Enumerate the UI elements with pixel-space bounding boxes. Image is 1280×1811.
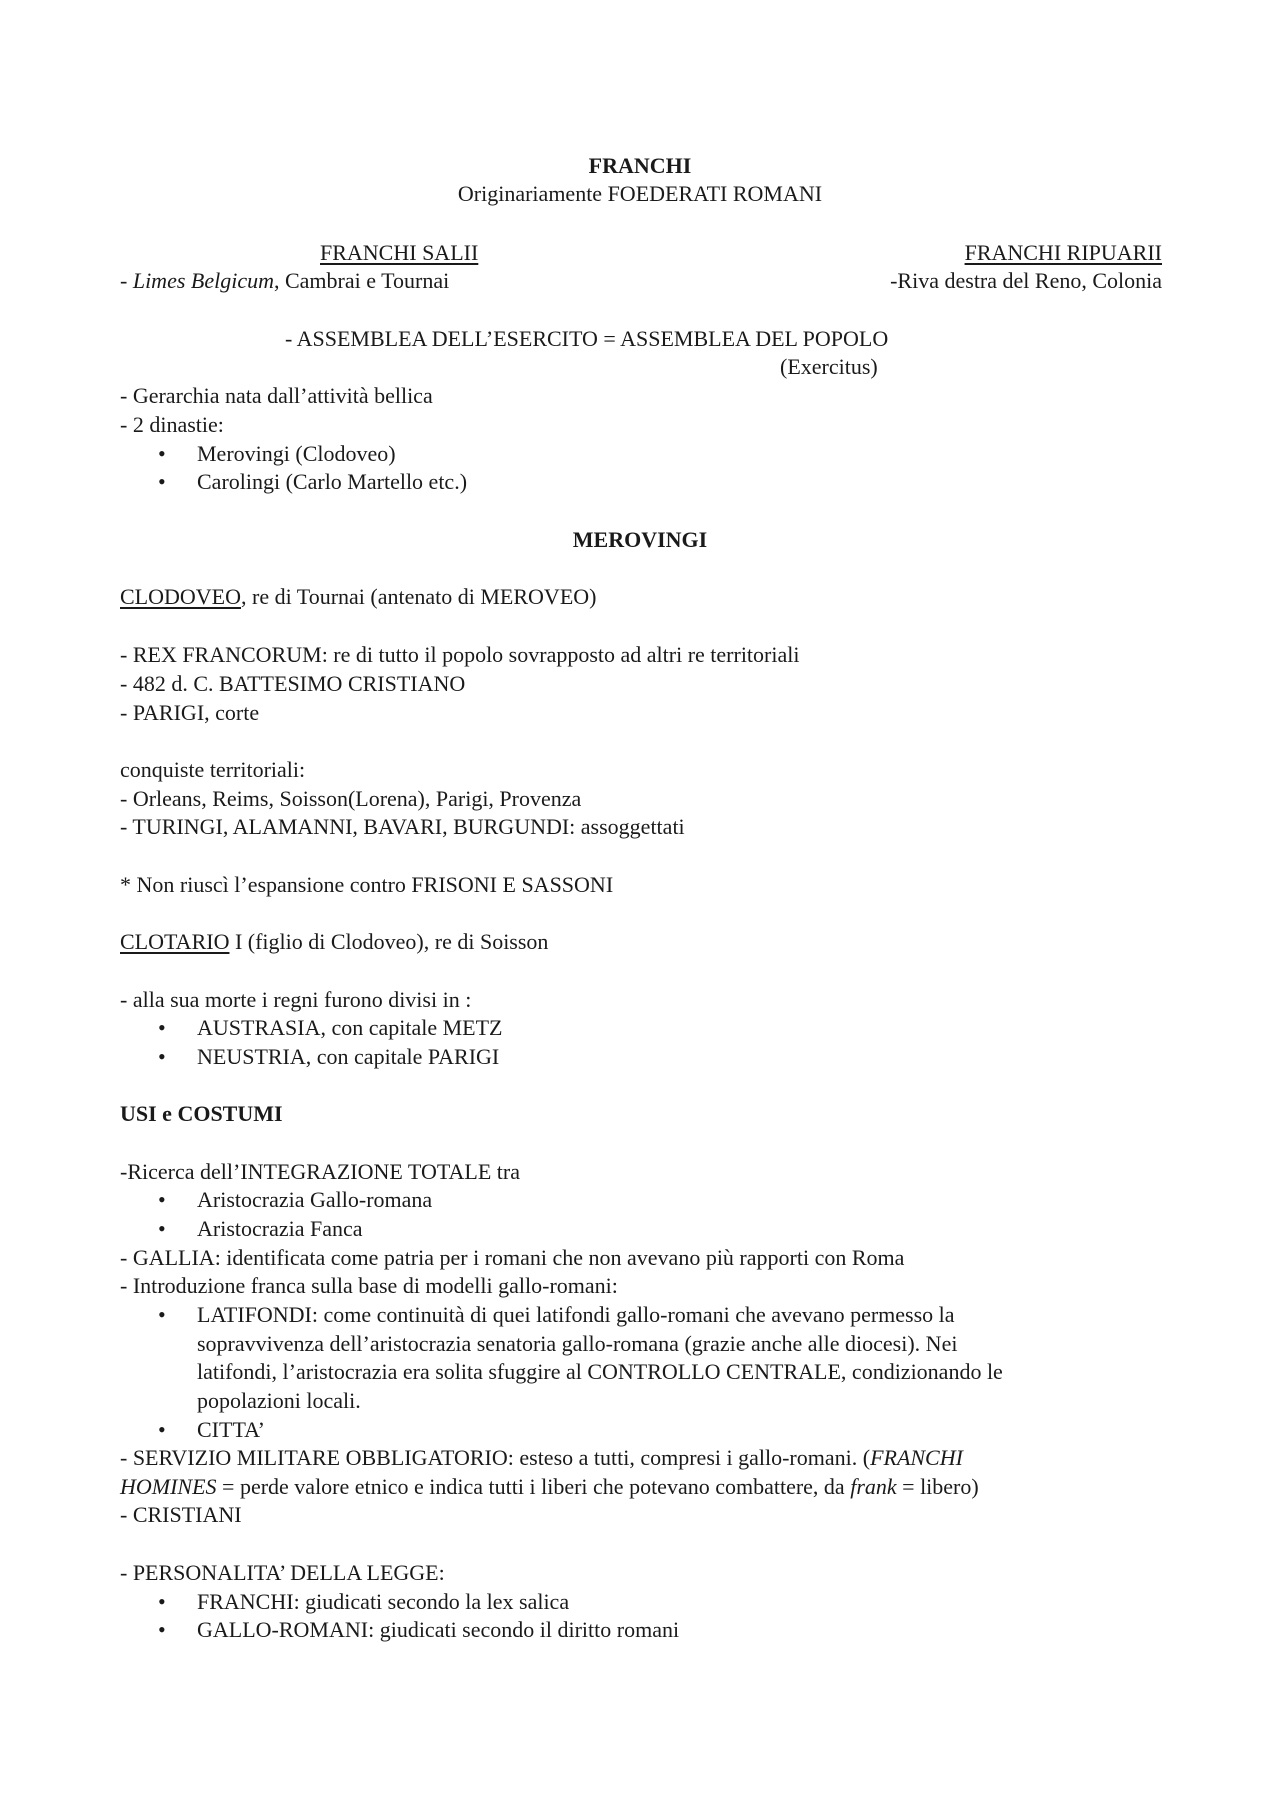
- latifondi-line: popolazioni locali.: [197, 1388, 361, 1413]
- merovingi-heading: MEROVINGI: [572, 527, 708, 552]
- servizio-text: = perde valore etnico e indica tutti i liberi che potevano combattere, da: [216, 1474, 851, 1499]
- list-item: AUSTRASIA, con capitale METZ: [197, 1015, 503, 1040]
- bullet: •: [158, 1302, 166, 1327]
- division-line: - alla sua morte i regni furono divisi in :: [120, 987, 472, 1012]
- assembly-line: - ASSEMBLEA DELL’ESERCITO = ASSEMBLEA DEL POPOLO: [285, 326, 889, 351]
- conquest-line: - TURINGI, ALAMANNI, BAVARI, BURGUNDI: assoggettati: [120, 814, 685, 839]
- introduzione-line: - Introduzione franca sulla base di modelli gallo-romani:: [120, 1273, 618, 1298]
- bullet: •: [158, 1044, 166, 1069]
- location-rest: , Cambrai e Tournai: [273, 268, 450, 293]
- dash: -: [120, 268, 133, 293]
- latifondi-line: latifondi, l’aristocrazia era solita sfuggire al CONTROLLO CENTRALE, condizionando le: [197, 1359, 1003, 1384]
- clodoveo-desc: , re di Tournai (antenato di MEROVEO): [241, 584, 597, 609]
- clotario-desc: I (figlio di Clodoveo), re di Soisson: [229, 929, 549, 954]
- list-item: Merovingi (Clodoveo): [197, 441, 396, 466]
- clotario-line: [120, 929, 548, 955]
- assembly-note: (Exercitus): [780, 354, 878, 379]
- bullet: •: [158, 1187, 166, 1212]
- limes-belgicum: Limes Belgicum: [132, 268, 274, 293]
- list-item: Carolingi (Carlo Martello etc.): [197, 469, 468, 494]
- usi-heading: USI e COSTUMI: [120, 1101, 283, 1126]
- servizio-text: = libero): [896, 1474, 979, 1499]
- document-title: FRANCHI: [588, 153, 692, 178]
- list-item: Aristocrazia Gallo-romana: [197, 1187, 433, 1212]
- list-item: FRANCHI: giudicati secondo la lex salica: [197, 1589, 570, 1614]
- clotario-name: CLOTARIO: [120, 929, 230, 954]
- list-item: NEUSTRIA, con capitale PARIGI: [197, 1044, 500, 1069]
- clodoveo-line: [120, 584, 596, 610]
- dynasties-line: - 2 dinastie:: [120, 412, 224, 437]
- list-item: GALLO-ROMANI: giudicati secondo il diritto romani: [197, 1617, 680, 1642]
- conquest-line: - Orleans, Reims, Soisson(Lorena), Parigi, Provenza: [120, 786, 582, 811]
- clodoveo-name: CLODOVEO: [120, 584, 241, 609]
- list-item: CITTA’: [197, 1417, 265, 1442]
- hierarchy-line: - Gerarchia nata dall’attività bellica: [120, 383, 433, 408]
- bullet: •: [158, 1015, 166, 1040]
- servizio-line-2: [120, 1474, 979, 1500]
- bullet: •: [158, 1216, 166, 1241]
- franchi-italic: FRANCHI: [870, 1445, 963, 1470]
- bullet: •: [158, 441, 166, 466]
- bullet: •: [158, 1417, 166, 1442]
- bullet: •: [158, 469, 166, 494]
- fact-line: - PARIGI, corte: [120, 700, 260, 725]
- cristiani-line: - CRISTIANI: [120, 1502, 242, 1527]
- expansion-note: * Non riuscì l’espansione contro FRISONI E SASSONI: [120, 872, 614, 897]
- fact-line: - REX FRANCORUM: re di tutto il popolo sovrapposto ad altri re territoriali: [120, 642, 800, 667]
- integration-line: -Ricerca dell’INTEGRAZIONE TOTALE tra: [120, 1159, 521, 1184]
- franchi-salii-heading: FRANCHI SALII: [320, 240, 479, 265]
- franchi-ripuarii-heading: FRANCHI RIPUARII: [964, 240, 1162, 265]
- bullet: •: [158, 1617, 166, 1642]
- document-subtitle: Originariamente FOEDERATI ROMANI: [457, 181, 823, 206]
- franchi-salii-location: [120, 268, 449, 294]
- latifondi-line: LATIFONDI: come continuità di quei latifondi gallo-romani che avevano permesso la: [197, 1302, 955, 1327]
- servizio-line: [120, 1445, 963, 1471]
- franchi-ripuarii-location: -Riva destra del Reno, Colonia: [890, 268, 1162, 293]
- homines-italic: HOMINES: [120, 1474, 217, 1499]
- bullet: •: [158, 1589, 166, 1614]
- conquests-label: conquiste territoriali:: [120, 757, 306, 782]
- list-item: Aristocrazia Fanca: [197, 1216, 363, 1241]
- gallia-line: - GALLIA: identificata come patria per i romani che non avevano più rapporti con Roma: [120, 1245, 905, 1270]
- personalita-line: - PERSONALITA’ DELLA LEGGE:: [120, 1560, 445, 1585]
- servizio-text: - SERVIZIO MILITARE OBBLIGATORIO: esteso a tutti, compresi i gallo-romani. (: [120, 1445, 871, 1470]
- frank-italic: frank: [850, 1474, 897, 1499]
- fact-line: - 482 d. C. BATTESIMO CRISTIANO: [120, 671, 466, 696]
- latifondi-line: sopravvivenza dell’aristocrazia senatoria gallo-romana (grazie anche alle diocesi). Nei: [197, 1331, 958, 1356]
